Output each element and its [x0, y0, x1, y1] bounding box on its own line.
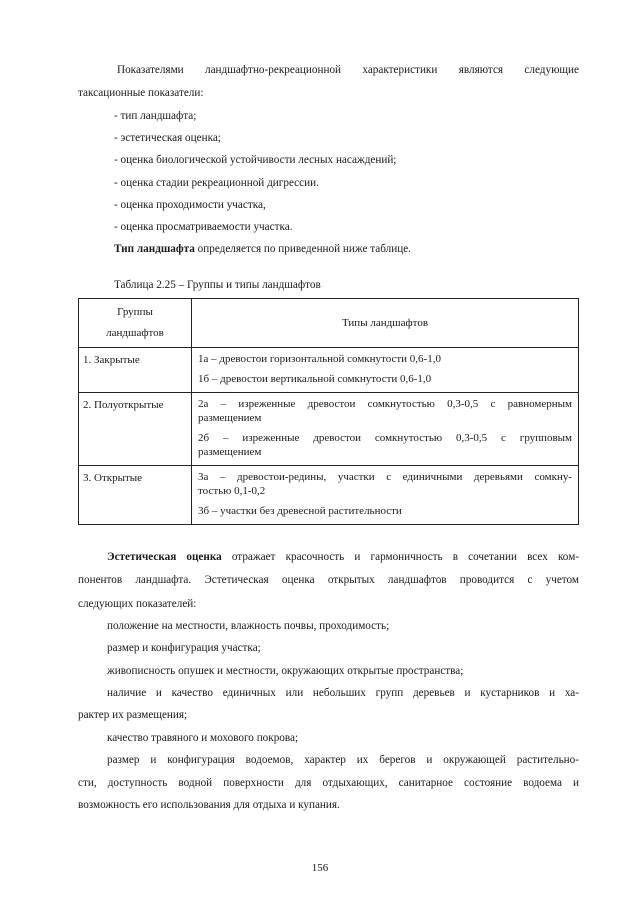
table-row [79, 348, 579, 393]
indicator-item: - тип ландшафта; [114, 110, 197, 122]
aesthetic-line-2: понентов ландшафта. Эстетическая оценка открытых ландшафтов проводится с учетом [78, 574, 579, 586]
type-entry-line: 3б – участки без древесной растительности [198, 505, 402, 517]
types-cell [192, 393, 579, 466]
aesthetic-item-5: качество травяного и мохового покрова; [107, 732, 299, 744]
type-entry-line: 2б – изреженные древостои сомкнутостью 0,3-0,5 с групповым [198, 432, 572, 444]
landscape-table [78, 298, 579, 525]
table-caption: Таблица 2.25 – Группы и типы ландшафтов [114, 279, 321, 291]
aesthetic-line-1 [107, 550, 579, 564]
group-cell: 2. Полуоткрытые [79, 393, 192, 466]
aesthetic-item-4-line-2: рактер их размещения; [78, 709, 188, 721]
indicator-item: - оценка просматриваемости участка. [114, 221, 293, 233]
header-groups-line-1: Группы [117, 306, 153, 318]
type-entry: 1а – древостои горизонтальной сомкнутости 0,6-1,0 [198, 353, 441, 365]
type-entry-line: размещением [198, 412, 262, 424]
group-cell: 1. Закрытые [79, 348, 192, 393]
landscape-type-term: Тип ландшафта [114, 243, 195, 255]
header-groups [79, 299, 192, 348]
table-row [79, 393, 579, 466]
header-groups-line-2: ландшафтов [106, 327, 164, 339]
types-cell [192, 348, 579, 393]
aesthetic-item-6-line-2: сти, доступность водной поверхности для отдыхающих, санитарное состояние водоема и [78, 777, 579, 789]
aesthetic-item: размер и конфигурация участка; [107, 642, 261, 654]
indicator-item: - оценка проходимости участка, [114, 199, 266, 211]
indicator-item: - оценка биологической устойчивости лесных насаждений; [114, 154, 397, 166]
aesthetic-item-6-line-3: возможность его использования для отдыха и купания. [78, 799, 340, 811]
group-cell: 3. Открытые [79, 466, 192, 525]
aesthetic-item: положение на местности, влажность почвы, проходимость; [107, 620, 390, 632]
aesthetic-term: Эстетическая оценка [107, 551, 222, 563]
indicator-item: - оценка стадии рекреационной дигрессии. [114, 177, 319, 189]
aesthetic-item-6-line-1: размер и конфигурация водоемов, характер их берегов и окружающей растительно- [107, 754, 579, 766]
landscape-type-text: определяется по приведенной ниже таблице. [194, 243, 411, 255]
table-row [79, 466, 579, 525]
type-entry: 1б – древостои вертикальной сомкнутости 0,6-1,0 [198, 373, 432, 385]
type-entry-line: 3а – древостои-редины, участки с единичными деревьями сомкну- [198, 471, 572, 483]
aesthetic-item: живописность опушек и местности, окружающих открытые пространства; [107, 665, 464, 677]
type-entry-line: размещением [198, 446, 262, 458]
table-header-row [79, 299, 579, 348]
indicator-item: - эстетическая оценка; [114, 132, 221, 144]
page-number: 156 [311, 862, 329, 874]
types-cell [192, 466, 579, 525]
aesthetic-text: отражает красочность и гармоничность в сочетании всех ком- [221, 551, 579, 563]
intro-line-1: Показателями ландшафтно-рекреационной характеристики являются следующие [117, 64, 579, 76]
aesthetic-item-4-line-1: наличие и качество единичных или небольших групп деревьев и кустарников и ха- [107, 687, 579, 699]
intro-line-2: таксационные показатели: [78, 87, 204, 99]
type-entry-line: 2а – изреженные древостои сомкнутостью 0,3-0,5 с равномерным [198, 398, 572, 410]
landscape-type-sentence [114, 242, 411, 256]
type-entry-line: тостью 0,1-0,2 [198, 485, 266, 497]
header-types: Типы ландшафтов [192, 299, 579, 348]
aesthetic-line-3: следующих показателей: [78, 598, 197, 610]
